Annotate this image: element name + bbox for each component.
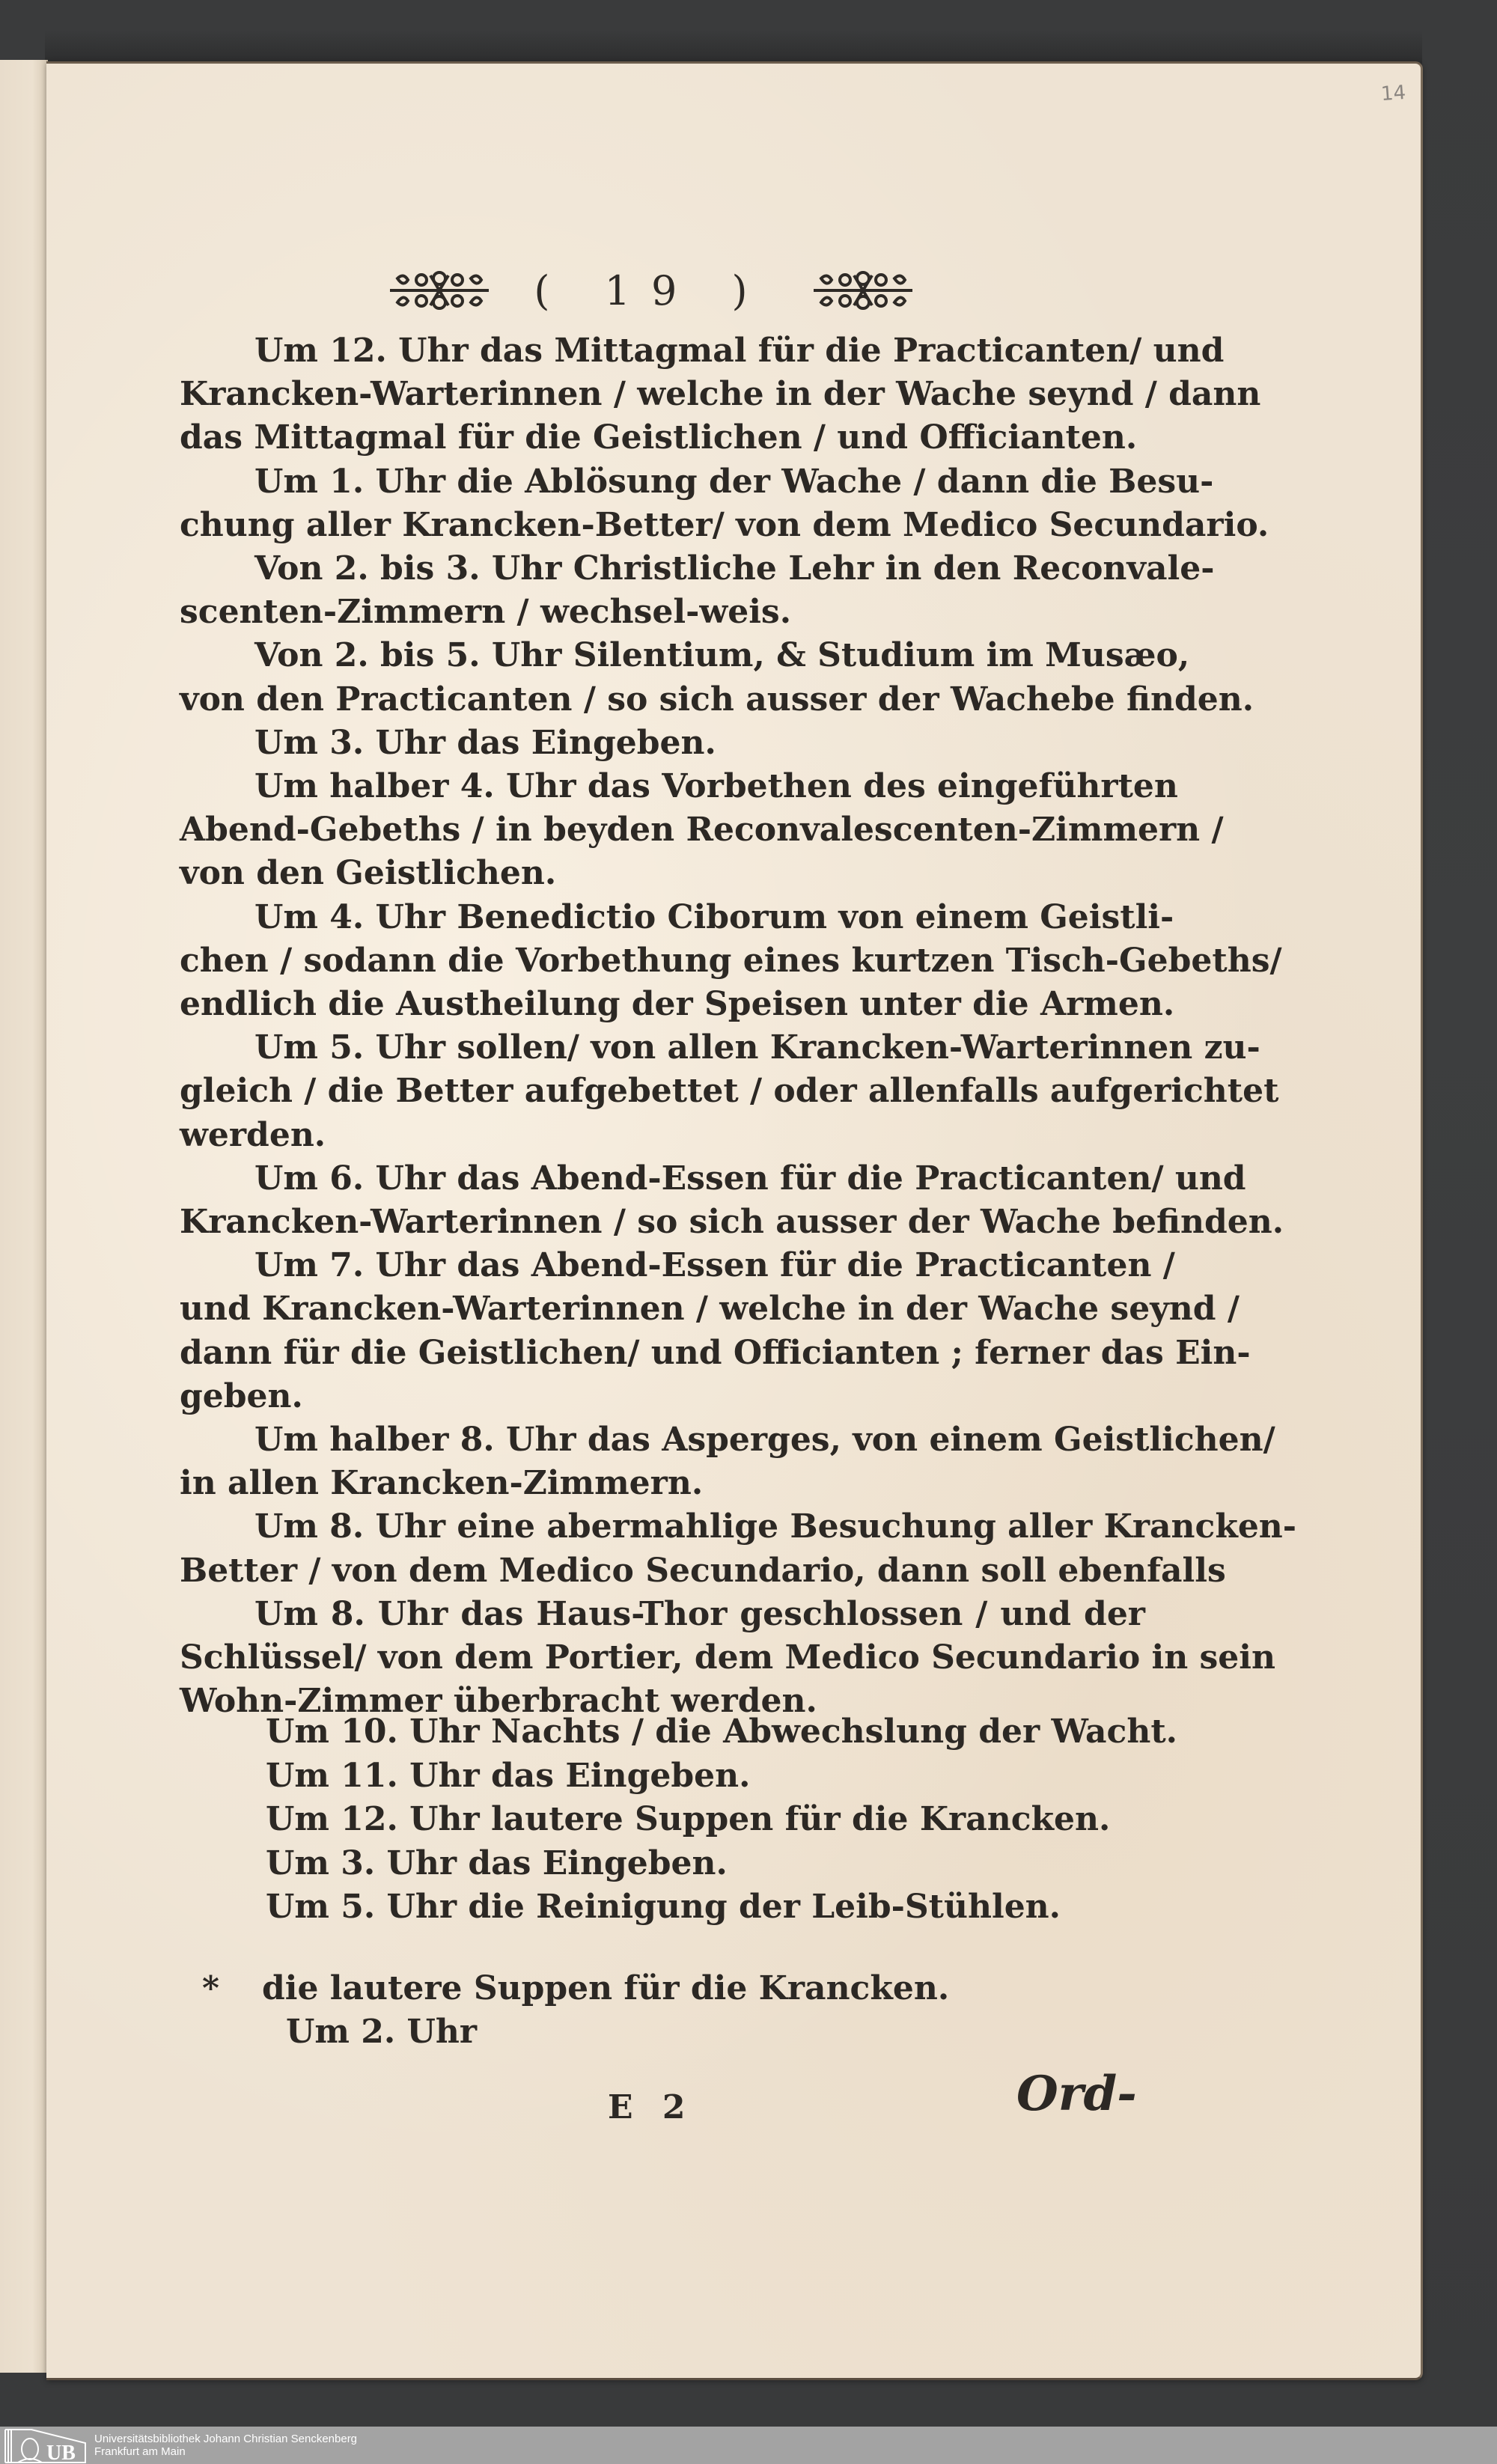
schedule-line: Um 10. Uhr Nachts / die Abwechslung der Wacht. [266, 1713, 1177, 1751]
night-schedule [266, 1710, 1177, 1930]
library-footer [0, 2427, 1497, 2464]
text-line: das Mittagmal für die Geistlichen / und Officianten. [180, 418, 1138, 457]
ub-logo-text: UB [46, 2442, 76, 2464]
text-line: Um 4. Uhr Benedictio Ciborum von einem Geistli- [254, 897, 1174, 936]
page-number: ( 19 ) [534, 266, 769, 314]
text-line: werden. [180, 1115, 326, 1154]
text-line: Um 5. Uhr sollen/ von allen Krancken-Warterinnen zu- [254, 1028, 1260, 1067]
text-line: Abend-Gebeths / in beyden Reconvalescenten-Zimmern / [180, 811, 1224, 850]
text-line: Better / von dem Medico Secundario, dann soll ebenfalls [180, 1551, 1226, 1590]
text-line: Um halber 8. Uhr das Asperges, von einem Geistlichen/ [254, 1421, 1275, 1460]
footnote-text: die lautere Suppen für die Krancken. [262, 1969, 950, 2007]
text-line: in allen Krancken-Zimmern. [180, 1464, 704, 1503]
adjacent-page-edge [0, 60, 48, 2373]
text-line: Um 6. Uhr das Abend-Essen für die Practicanten/ und [254, 1159, 1246, 1198]
text-line: dann für die Geistlichen/ und Officianten ; ferner das Ein- [180, 1333, 1251, 1372]
running-head [404, 260, 898, 320]
text-line: Krancken-Warterinnen / welche in der Wache seynd / dann [180, 375, 1261, 414]
footnote-marker: * [202, 1969, 220, 2007]
text-line: Um halber 4. Uhr das Vorbethen des eingeführten [254, 767, 1178, 806]
paragraph [180, 634, 1254, 721]
footnote-continuation: Um 2. Uhr [286, 2013, 478, 2051]
paragraph [180, 1505, 1297, 1592]
paragraph [180, 1418, 1275, 1505]
text-line: Schlüssel/ von dem Portier, dem Medico Secundario in sein [180, 1638, 1275, 1677]
text-line: gleich / die Better aufgebettet / oder allenfalls aufgerichtet [180, 1072, 1279, 1111]
text-line: endlich die Austheilung der Speisen unter die Armen. [180, 985, 1175, 1024]
text-line: Um 1. Uhr die Ablösung der Wache / dann die Besu- [254, 462, 1214, 501]
text-line: Um 3. Uhr das Eingeben. [254, 723, 716, 762]
text-line: Um 8. Uhr das Haus-Thor geschlossen / und der [254, 1594, 1145, 1633]
schedule-line: Um 5. Uhr die Reinigung der Leib-Stühlen. [266, 1888, 1061, 1927]
text-line: und Krancken-Warterinnen / welche in der Wache seynd / [180, 1290, 1240, 1329]
schedule-line: Um 3. Uhr das Eingeben. [266, 1844, 728, 1882]
text-line: Krancken-Warterinnen / so sich ausser der Wache befinden. [180, 1203, 1284, 1242]
text-line: chen / sodann die Vorbethung eines kurtzen Tisch-Gebeths/ [180, 941, 1282, 980]
paragraph [180, 1026, 1279, 1157]
signature-mark: E 2 [608, 2088, 695, 2126]
paragraph [180, 765, 1224, 896]
text-line: geben. [180, 1376, 303, 1415]
schedule-line: Um 11. Uhr das Eingeben. [266, 1756, 751, 1795]
schedule-line: Um 12. Uhr lautere Suppen für die Krancken. [266, 1800, 1111, 1839]
institution-line-2: Frankfurt am Main [94, 2445, 186, 2458]
footnote [202, 1967, 1025, 2054]
institution-name [94, 2433, 357, 2458]
ub-logo-icon [1, 2427, 90, 2464]
text-line: scenten-Zimmern / wechsel-weis. [180, 593, 792, 632]
fleuron-ornament-icon [387, 269, 492, 311]
paragraph [180, 1157, 1284, 1244]
pencil-folio-number: 14 [1379, 81, 1407, 106]
paragraph [180, 1593, 1275, 1724]
text-line: Von 2. bis 5. Uhr Silentium, & Studium im Musæo, [254, 636, 1190, 675]
paragraph [180, 722, 1145, 765]
paragraph [180, 460, 1269, 547]
text-line: Von 2. bis 3. Uhr Christliche Lehr in den Reconvale- [254, 549, 1215, 588]
text-line: Um 7. Uhr das Abend-Essen für die Practicanten / [254, 1246, 1175, 1285]
main-text-block [180, 329, 1297, 1724]
text-line: chung aller Krancken-Better/ von dem Medico Secundario. [180, 505, 1269, 544]
text-line: von den Practicanten / so sich ausser der Wachebe finden. [180, 680, 1254, 719]
text-line: Wohn-Zimmer überbracht werden. [180, 1682, 817, 1721]
text-line: von den Geistlichen. [180, 854, 557, 893]
paragraph [180, 547, 1215, 634]
paragraph [180, 1244, 1251, 1418]
institution-line-1: Universitätsbibliothek Johann Christian Senckenberg [94, 2433, 358, 2445]
paragraph [180, 329, 1261, 460]
text-line: Um 12. Uhr das Mittagmal für die Practicanten/ und [254, 332, 1225, 370]
fleuron-ornament-icon [811, 269, 915, 311]
catchword: Ord- [1016, 2066, 1137, 2122]
paragraph [180, 896, 1282, 1027]
text-line: Um 8. Uhr eine abermahlige Besuchung aller Krancken- [254, 1507, 1297, 1546]
